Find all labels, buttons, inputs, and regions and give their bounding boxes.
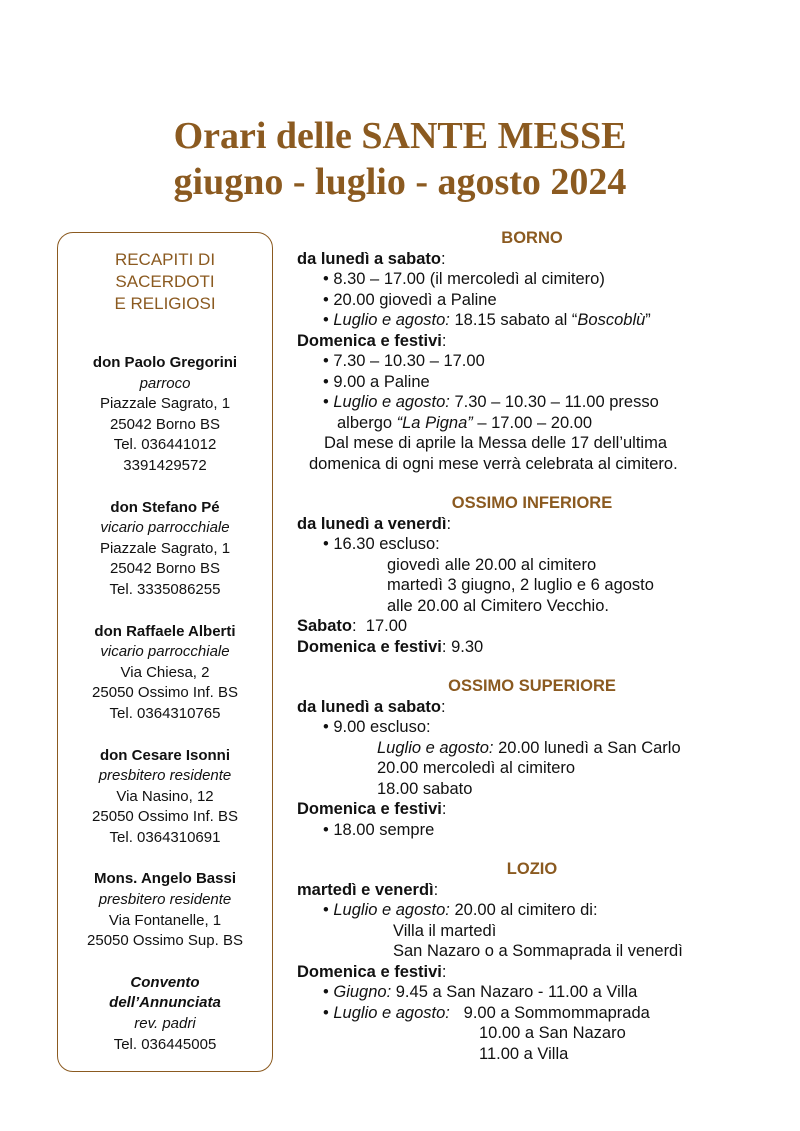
text: 18.15 sabato al “ xyxy=(449,311,578,329)
text: ” xyxy=(645,311,651,329)
schedule-line xyxy=(297,900,767,921)
contact-line: 25050 Ossimo Sup. BS xyxy=(87,932,243,950)
contact-name: don Raffaele Alberti xyxy=(94,622,236,640)
contact-name: dell’Annunciata xyxy=(109,994,221,1012)
contact-bassi xyxy=(58,869,272,951)
bullet: • xyxy=(323,1003,334,1022)
contact-name: Mons. Angelo Bassi xyxy=(94,870,236,888)
contact-role: vicario parrocchiale xyxy=(100,643,230,661)
text: 20.00 al cimitero di: xyxy=(449,901,598,919)
schedule-line: martedì 3 giugno, 2 luglio e 6 agosto xyxy=(387,576,654,594)
ossimo-inf-weekday-label: da lunedì a venerdì: xyxy=(297,514,452,533)
schedule-note: Dal mese di aprile la Messa delle 17 dell’ultima xyxy=(324,434,667,452)
contact-line: Via Nasino, 12 xyxy=(116,787,214,805)
page-title xyxy=(0,113,800,205)
label-text: Domenica e festivi xyxy=(297,637,442,656)
contact-isonni xyxy=(58,746,272,849)
schedule-line: • 18.00 sempre xyxy=(323,820,435,839)
contact-line: Tel. 0364310765 xyxy=(109,704,221,722)
schedule-line: giovedì alle 20.00 al cimitero xyxy=(387,555,597,574)
schedule-line xyxy=(297,738,767,759)
emphasis: Luglio e agosto: xyxy=(333,311,450,329)
contact-role: parroco xyxy=(139,374,191,392)
section-title-borno: BORNO xyxy=(501,229,563,247)
title-line-1: Orari delle SANTE MESSE xyxy=(173,115,627,157)
emphasis: Boscoblù xyxy=(577,311,646,329)
contact-line: 25042 Borno BS xyxy=(109,415,221,433)
contacts-heading-line: E RELIGIOSI xyxy=(114,294,216,313)
schedule-line: Domenica e festivi: 9.30 xyxy=(297,637,484,656)
text: 9.45 a San Nazaro - 11.00 a Villa xyxy=(391,983,638,1001)
schedule-line: alle 20.00 al Cimitero Vecchio. xyxy=(387,596,609,615)
contacts-box xyxy=(57,232,273,1072)
contact-line: Tel. 036445005 xyxy=(113,1035,217,1053)
emphasis: Luglio e agosto: xyxy=(333,901,450,919)
borno-weekday-label: da lunedì a sabato: xyxy=(297,249,446,268)
text: 20.00 lunedì a San Carlo xyxy=(493,738,681,757)
schedule-line: • 7.30 – 10.30 – 17.00 xyxy=(323,352,485,370)
text: 17.00 xyxy=(356,617,408,635)
text: 7.30 – 10.30 – 11.00 presso xyxy=(449,393,659,411)
ossimo-sup-sunday-label: Domenica e festivi: xyxy=(297,800,447,818)
bullet: • xyxy=(323,311,334,329)
text: – 17.00 – 20.00 xyxy=(472,413,593,432)
schedule-line xyxy=(297,310,767,331)
schedule-line: San Nazaro o a Sommaprada il venerdì xyxy=(393,942,683,960)
contact-line: Tel. 3335086255 xyxy=(109,580,221,598)
label-text: Sabato xyxy=(297,617,353,635)
lozio-sunday-label: Domenica e festivi: xyxy=(297,962,447,981)
contact-role: vicario parrocchiale xyxy=(100,519,230,537)
contacts-heading-line: RECAPITI DI xyxy=(114,250,216,269)
contact-line: Piazzale Sagrato, 1 xyxy=(99,539,231,557)
schedule-note: domenica di ogni mese verrà celebrata al cimitero. xyxy=(309,454,678,473)
contact-line: 25042 Borno BS xyxy=(109,560,221,578)
contact-name: don Cesare Isonni xyxy=(99,746,231,764)
section-title-ossimo-inferiore: OSSIMO INFERIORE xyxy=(451,494,613,512)
label-text: Domenica e festivi xyxy=(297,962,442,981)
contact-pe xyxy=(58,498,272,601)
schedule-line: 10.00 a San Nazaro xyxy=(479,1024,626,1042)
text: albergo xyxy=(337,413,397,432)
label-text: da lunedì a sabato xyxy=(297,697,441,716)
schedule-line xyxy=(297,413,767,434)
text: 9.00 a Sommommaprada xyxy=(449,1003,650,1022)
lozio-weekday-label: martedì e venerdì: xyxy=(297,880,439,899)
contact-line: 25050 Ossimo Inf. BS xyxy=(92,808,238,826)
contact-alberti xyxy=(58,622,272,725)
contact-role: rev. padri xyxy=(134,1015,196,1033)
contact-name: Convento xyxy=(130,973,200,991)
emphasis: “La Pigna” xyxy=(396,413,473,432)
schedule-line xyxy=(297,392,767,413)
contact-line: 25050 Ossimo Inf. BS xyxy=(92,684,238,702)
schedule-line: • 16.30 escluso: xyxy=(323,535,440,553)
contacts-heading xyxy=(58,249,272,315)
contact-line: Via Chiesa, 2 xyxy=(120,663,210,681)
label-text: da lunedì a venerdì xyxy=(297,514,447,533)
schedule-line xyxy=(297,1003,767,1024)
schedule-line: • 20.00 giovedì a Paline xyxy=(323,290,497,309)
schedule xyxy=(297,228,767,1064)
emphasis: Giugno: xyxy=(333,983,392,1001)
ossimo-sup-weekday-label: da lunedì a sabato: xyxy=(297,697,446,716)
bullet: • xyxy=(323,393,334,411)
contact-role: presbitero residente xyxy=(98,767,232,785)
contact-line: 3391429572 xyxy=(123,456,207,474)
schedule-line: 20.00 mercoledì al cimitero xyxy=(377,759,576,777)
borno-sunday-label: Domenica e festivi: xyxy=(297,331,447,350)
emphasis: Luglio e agosto: xyxy=(377,738,494,757)
contact-line: Via Fontanelle, 1 xyxy=(108,911,222,929)
schedule-line xyxy=(297,982,767,1003)
emphasis: Luglio e agosto: xyxy=(333,393,450,411)
contacts-heading-line: SACERDOTI xyxy=(115,272,215,291)
contact-name: don Paolo Gregorini xyxy=(92,354,238,371)
contact-gregorini xyxy=(58,353,272,477)
schedule-line: Sabato: 17.00 xyxy=(297,617,408,635)
emphasis: Luglio e agosto: xyxy=(333,1003,450,1022)
contact-name: don Stefano Pé xyxy=(110,498,220,516)
contact-line: Tel. 036441012 xyxy=(113,436,217,454)
bullet: • xyxy=(323,983,334,1001)
label-text: Domenica e festivi xyxy=(297,331,442,350)
schedule-line: 11.00 a Villa xyxy=(479,1044,569,1063)
section-title-lozio: LOZIO xyxy=(506,860,558,878)
label-text: martedì e venerdì xyxy=(297,880,434,899)
contact-role: presbitero residente xyxy=(98,891,232,909)
bullet: • xyxy=(323,901,334,919)
schedule-line: 18.00 sabato xyxy=(377,779,473,798)
contact-convento xyxy=(58,973,272,1055)
schedule-line: • 8.30 – 17.00 (il mercoledì al cimitero) xyxy=(323,270,605,288)
contact-line: Tel. 0364310691 xyxy=(109,828,221,846)
text: 9.30 xyxy=(446,637,484,656)
schedule-line: • 9.00 escluso: xyxy=(323,718,431,736)
schedule-line: • 9.00 a Paline xyxy=(323,372,430,391)
title-line-2: giugno - luglio - agosto 2024 xyxy=(173,161,627,203)
label-text: Domenica e festivi xyxy=(297,800,442,818)
contact-line: Piazzale Sagrato, 1 xyxy=(99,395,231,413)
schedule-line: Villa il martedì xyxy=(393,921,497,940)
label-text: da lunedì a sabato xyxy=(297,249,441,268)
section-title-ossimo-superiore: OSSIMO SUPERIORE xyxy=(448,677,616,695)
